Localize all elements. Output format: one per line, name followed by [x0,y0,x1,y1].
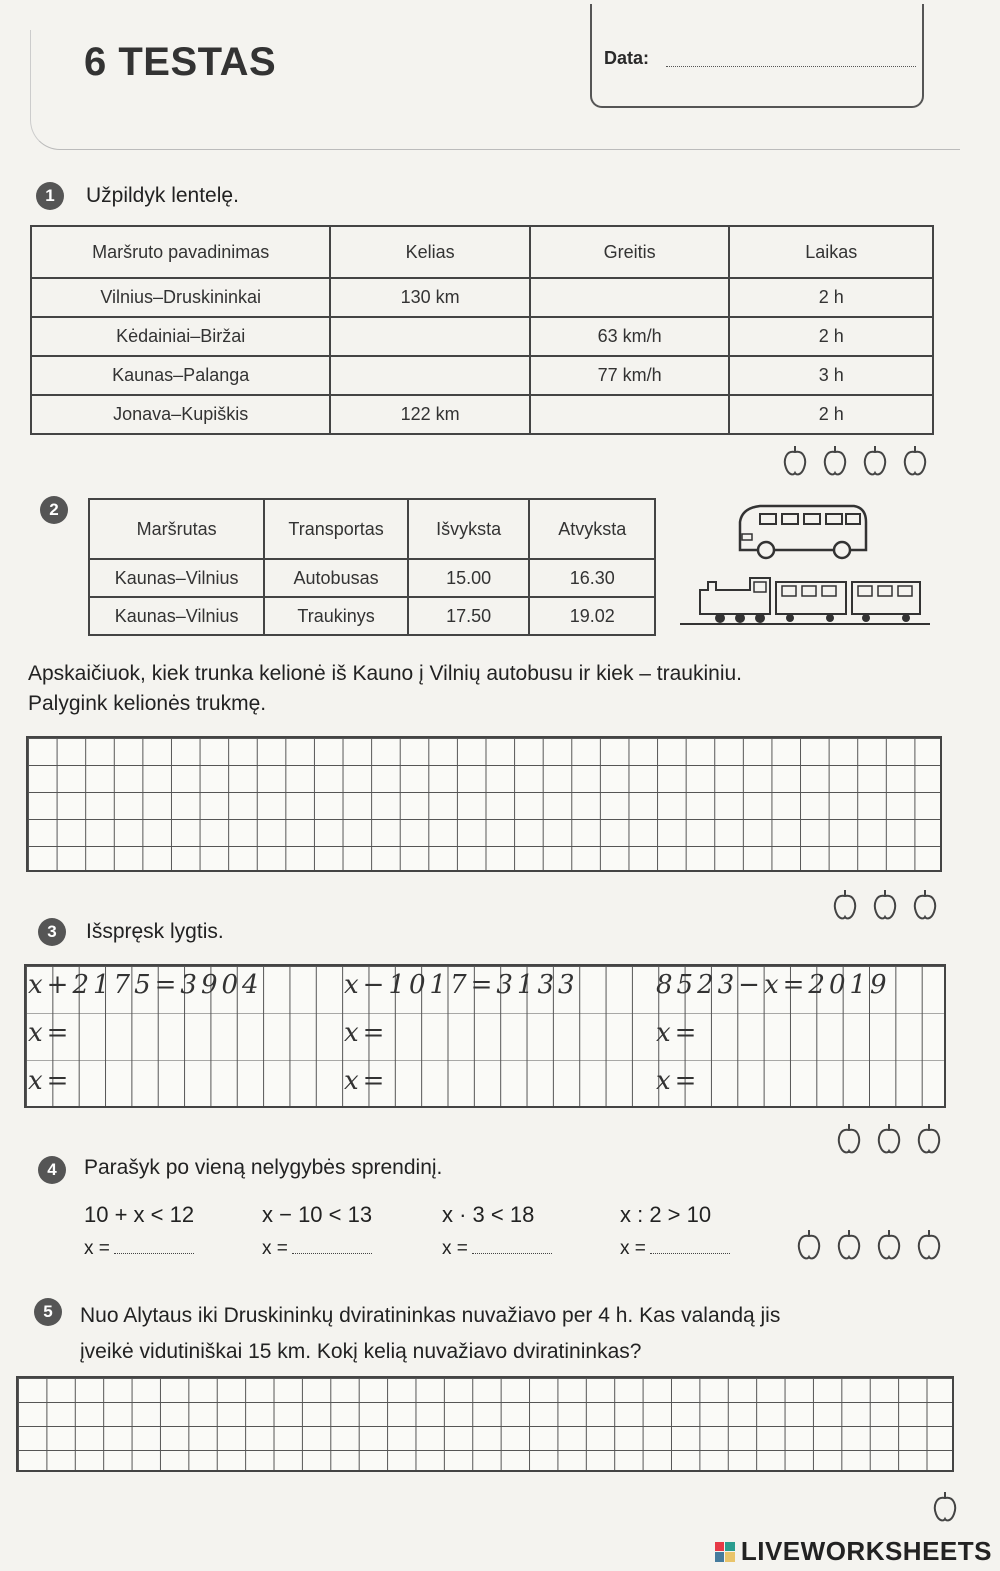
table-cell: 63 km/h [530,317,730,356]
table-cell: 3 h [729,356,933,395]
solution-field-4[interactable] [620,1238,730,1260]
score-apples-task2 [830,888,940,922]
equation-3: 8523−x=2019 [656,970,891,1000]
table-header: Išvyksta [408,499,530,559]
x-label: x= [656,1066,701,1096]
apple-icon [794,1228,824,1262]
x-label: x= [656,1018,701,1048]
equation-1: x+2175=3904 [28,970,263,1000]
table-header: Laikas [729,226,933,278]
table-cell: Kėdainiai–Biržai [31,317,330,356]
brand-name: LIVEWORKSHEETS [740,1536,992,1566]
table-cell: Autobusas [264,559,408,597]
task1-instruction: Užpildyk lentelę. [86,184,239,207]
table-cell: 122 km [330,395,530,434]
table-header: Maršruto pavadinimas [31,226,330,278]
table-cell: Jonava–Kupiškis [31,395,330,434]
table-cell: 130 km [330,278,530,317]
apple-icon [834,1122,864,1156]
schedule-table [88,498,656,636]
table-cell: Kaunas–Palanga [31,356,330,395]
apple-icon [914,1228,944,1262]
table-cell: Vilnius–Druskininkai [31,278,330,317]
apple-icon [900,444,930,478]
task-number-badge: 4 [38,1156,66,1184]
x-label: x= [344,1018,389,1048]
solution-field-2[interactable] [262,1238,372,1260]
table-cell: 16.30 [529,559,655,597]
inequality-4: x : 2 > 10 [620,1202,712,1227]
task-number-badge: 5 [34,1298,62,1326]
task5-line2: įveikė vidutiniškai 15 km. Kokį kelią nuvažiavo dviratininkas? [80,1340,642,1363]
apple-icon [910,888,940,922]
table-cell: 19.02 [529,597,655,635]
apple-icon [820,444,850,478]
date-input-line[interactable] [666,66,916,67]
task4-instruction: Parašyk po vieną nelygybės sprendinį. [84,1156,443,1179]
apple-icon [780,444,810,478]
task3-instruction: Išspręsk lygtis. [86,920,224,943]
score-apples-task4 [794,1228,944,1262]
task5-line1: Nuo Alytaus iki Druskininkų dviratininkas nuvažiavo per 4 h. Kas valandą jis [80,1304,781,1327]
routes-table [30,225,934,435]
apple-icon [870,888,900,922]
apple-icon [930,1490,960,1524]
logo-icon [715,1542,735,1562]
table-cell: 17.50 [408,597,530,635]
table-header: Maršrutas [89,499,264,559]
solution-field-1[interactable] [84,1238,194,1260]
table-header: Transportas [264,499,408,559]
x-label: x = [620,1238,646,1259]
inequality-1: 10 + x < 12 [84,1202,195,1227]
table-cell: 2 h [729,317,933,356]
task-number-badge: 3 [38,918,66,946]
x-label: x = [84,1238,110,1259]
x-label: x= [28,1018,73,1048]
equation-2: x−1017=3133 [344,970,579,1000]
table-cell: Kaunas–Vilnius [89,597,264,635]
table-cell: 77 km/h [530,356,730,395]
table-cell: Traukinys [264,597,408,635]
answer-cell[interactable] [330,356,530,395]
task-number-badge: 2 [40,496,68,524]
apple-icon [834,1228,864,1262]
score-apples-task1 [780,444,930,478]
train-illustration [680,568,930,628]
task2-question-line1: Apskaičiuok, kiek trunka kelionė iš Kauno į Vilnių autobusu ir kiek – traukiniu. [28,662,742,685]
apple-icon [874,1122,904,1156]
page-title: 6 TESTAS [84,40,277,84]
table-cell: 2 h [729,278,933,317]
table-cell: 2 h [729,395,933,434]
score-apples-task3 [834,1122,944,1156]
table-cell: Kaunas–Vilnius [89,559,264,597]
date-label: Data: [604,48,650,68]
x-label: x= [28,1066,73,1096]
x-label: x = [262,1238,288,1259]
answer-cell[interactable] [330,317,530,356]
apple-icon [830,888,860,922]
bus-illustration [730,500,870,562]
score-apples-task5 [930,1490,960,1524]
inequality-3: x · 3 < 18 [442,1202,535,1227]
table-header: Kelias [330,226,530,278]
answer-cell[interactable] [530,278,730,317]
apple-icon [914,1122,944,1156]
answer-grid-task2[interactable] [26,736,942,872]
answer-grid-task5[interactable] [16,1376,954,1472]
solution-field-3[interactable] [442,1238,552,1260]
apple-icon [874,1228,904,1262]
inequality-2: x − 10 < 13 [262,1202,373,1227]
liveworksheets-logo [715,1536,992,1567]
apple-icon [860,444,890,478]
task2-question-line2: Palygink kelionės trukmę. [28,692,267,715]
table-header: Greitis [530,226,730,278]
x-label: x= [344,1066,389,1096]
answer-cell[interactable] [530,395,730,434]
task-number-badge: 1 [36,182,64,210]
table-cell: 15.00 [408,559,530,597]
x-label: x = [442,1238,468,1259]
table-header: Atvyksta [529,499,655,559]
